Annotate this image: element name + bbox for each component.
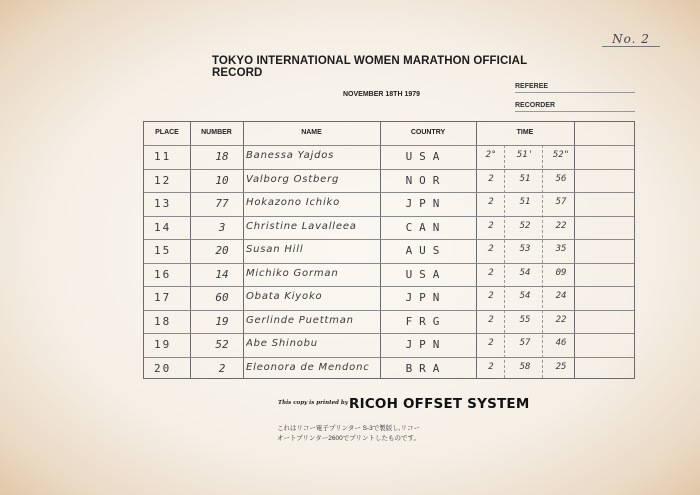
cell-place: 16 [154,267,172,281]
cell-m: 52 [519,220,531,231]
printer-brand: RICOH OFFSET SYSTEM [349,396,530,412]
row-divider [144,192,634,193]
cell-name: Banessa Yajdos [246,150,335,161]
cell-s: 35 [555,244,567,254]
referee-label: REFEREE [515,83,635,93]
cell-country: JPN [405,197,447,210]
cell-name: Valborg Ostberg [246,173,340,185]
cell-place: 14 [154,220,172,234]
row-divider [144,263,634,264]
cell-number: 77 [215,197,229,210]
cell-h: 2 [488,314,494,325]
col-divider [190,122,191,378]
cell-place: 19 [154,338,172,351]
row-divider [144,145,634,146]
cell-m: 51 [519,173,531,184]
row-divider [144,169,634,170]
cell-s: 25 [555,361,567,372]
cell-name: Hokazono Ichiko [246,197,341,208]
cell-country: JPN [405,338,447,351]
cell-m: 54 [519,267,531,278]
cell-m: 58 [519,361,531,372]
japanese-note-line2: オートプリンター2600でプリントしたものです。 [277,435,420,442]
cell-s: 09 [555,267,567,278]
header-name: NAME [301,129,322,136]
time-divider [542,145,543,378]
cell-number: 10 [215,173,229,187]
cell-country: FRG [405,314,447,328]
cell-h: 2 [488,173,494,184]
cell-number: 19 [215,314,229,328]
cell-s: 46 [555,338,567,348]
results-table [143,121,635,379]
cell-country: JPN [405,291,447,304]
cell-name: Michiko Gorman [246,267,339,279]
cell-m: 57 [519,338,531,348]
page-title: TOKYO INTERNATIONAL WOMEN MARATHON OFFICIAL RECORD [212,55,527,79]
row-divider [144,357,634,358]
cell-place: 18 [154,314,172,328]
cell-name: Susan Hill [246,244,304,255]
time-divider [504,145,505,378]
cell-number: 2 [218,361,226,375]
cell-name: Obata Kiyoko [246,291,323,302]
col-divider [476,122,477,378]
page-number: No. 2 [602,32,660,47]
cell-s: 57 [555,197,567,207]
cell-h: 2 [488,338,494,348]
cell-s: 56 [555,173,567,184]
header-number: NUMBER [201,129,232,136]
cell-place: 12 [154,173,172,187]
cell-country: USA [405,150,447,163]
row-divider [144,216,634,217]
cell-number: 18 [215,150,229,163]
cell-country: BRA [405,361,447,375]
cell-country: CAN [405,220,447,234]
cell-s: 22 [555,314,567,325]
header-time: TIME [516,129,534,136]
row-divider [144,286,634,287]
header-place: PLACE [155,129,179,136]
cell-country: AUS [405,244,447,257]
header-country: COUNTRY [410,129,446,136]
cell-place: 15 [154,244,172,257]
cell-m: 55 [519,314,531,325]
recorder-label: RECORDER [515,102,635,112]
col-divider [243,122,244,378]
cell-place: 17 [154,291,172,304]
cell-h: 2 [488,267,494,278]
cell-number: 14 [215,267,229,281]
cell-number: 60 [215,291,229,304]
cell-h: 2 [488,197,494,207]
cell-h: 2 [488,244,494,254]
cell-name: Eleonora de Mendonc [246,361,370,373]
cell-s: 24 [555,291,567,301]
row-divider [144,310,634,311]
cell-name: Gerlinde Puettman [246,314,354,326]
race-date: NOVEMBER 18TH 1979 [343,91,421,98]
cell-h: 2° [485,150,497,160]
cell-s: 52" [552,150,570,160]
cell-m: 51' [516,150,534,160]
cell-s: 22 [555,220,567,231]
cell-country: USA [405,267,447,281]
printed-by-note: This copy is printed by [278,400,348,406]
cell-number: 52 [215,338,229,351]
cell-m: 53 [519,244,531,254]
japanese-note-line1: これはリコー電子プリンター S-3で製版し,リコー [277,425,420,432]
cell-name: Abe Shinobu [246,338,318,349]
cell-place: 11 [154,150,172,163]
cell-m: 51 [519,197,531,207]
cell-h: 2 [488,220,494,231]
cell-place: 13 [154,197,172,210]
cell-country: NOR [405,173,447,187]
cell-name: Christine Lavalleea [246,220,357,232]
japanese-note [277,424,477,444]
cell-number: 3 [218,220,226,234]
cell-h: 2 [488,291,494,301]
cell-place: 20 [154,361,172,375]
cell-number: 20 [215,244,229,257]
row-divider [144,239,634,240]
cell-m: 54 [519,291,531,301]
row-divider [144,333,634,334]
cell-h: 2 [488,361,494,372]
